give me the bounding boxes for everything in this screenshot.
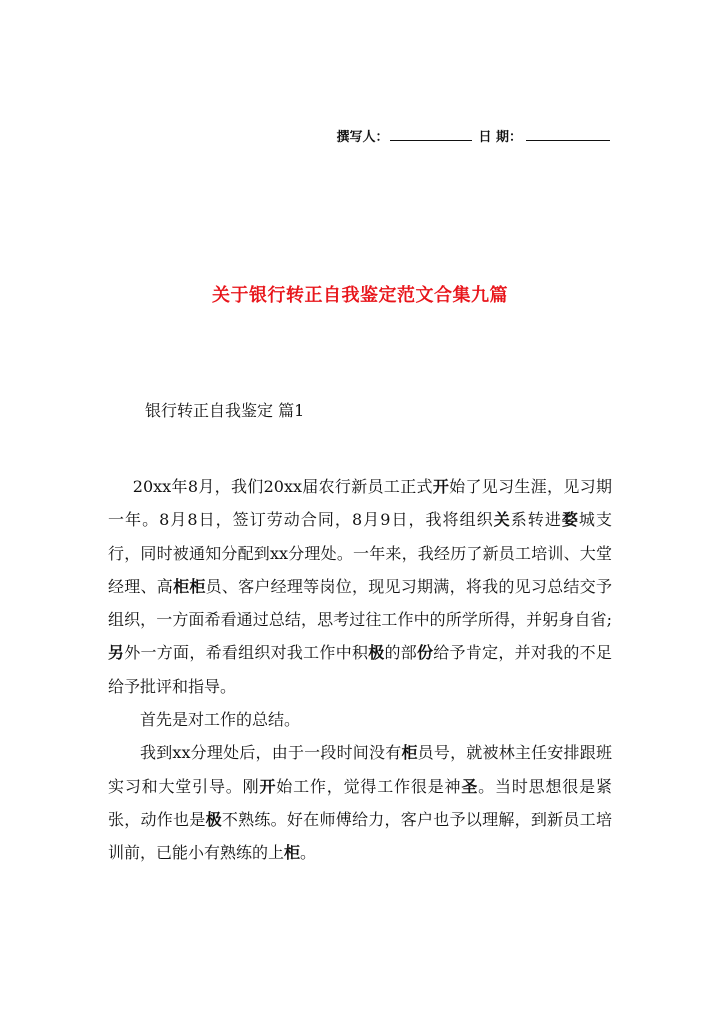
body-text bbox=[108, 470, 612, 870]
author-label: 撰写人： bbox=[336, 130, 389, 145]
bold-text-segment: 极 bbox=[368, 643, 385, 663]
date-blank bbox=[526, 128, 610, 141]
bold-text-segment: 开 bbox=[432, 477, 450, 496]
text-segment: 外一方面，希看组织对我工作中积 bbox=[124, 643, 369, 663]
text-segment: 员号，就被林主任安排跟班实习和大堂引导。刚 bbox=[108, 743, 612, 796]
text-segment: 始了见习生涯，见习期一年。8月8日，签订劳动合同，8月9日，我将组织 bbox=[108, 477, 612, 530]
text-segment: 的部 bbox=[384, 643, 418, 663]
text-segment: 系转进 bbox=[510, 510, 562, 530]
bold-text-segment: 极 bbox=[205, 809, 222, 829]
bold-text-segment: 柜 bbox=[401, 743, 418, 763]
bold-text-segment: 关 bbox=[493, 510, 511, 530]
text-segment: 不熟练。好在师傅给力，客户也予以理解，到新员工培训前，已能小有熟练的上 bbox=[108, 809, 612, 863]
document-title: 关于银行转正自我鉴定范文合集九篇 bbox=[212, 285, 508, 306]
section-heading: 银行转正自我鉴定 篇1 bbox=[145, 401, 305, 420]
text-segment: 20xx年8月，我们20xx届农行新员工正式 bbox=[132, 477, 433, 496]
paragraph bbox=[108, 703, 612, 736]
text-segment: 给予肯定，并对我的不足给予批评和指导。 bbox=[108, 643, 612, 696]
text-segment: 。 bbox=[300, 843, 317, 863]
text-segment: 员、客户经理等岗位，现见习期满，将我的见习总结交予组织，一方面希看通过总结，思考过往工作中的所学所得，并躬身自省; bbox=[108, 576, 612, 630]
text-segment: 首先是对工作的总结。 bbox=[140, 710, 301, 730]
paragraph bbox=[108, 470, 612, 703]
bold-text-segment: 开 bbox=[259, 776, 277, 796]
bold-text-segment: 婺 bbox=[561, 510, 579, 530]
paragraph bbox=[108, 736, 612, 869]
bold-text-segment: 柜 bbox=[284, 843, 301, 863]
author-blank bbox=[390, 128, 472, 141]
bold-text-segment: 柜柜 bbox=[173, 576, 206, 596]
date-label: 日 期： bbox=[478, 130, 522, 145]
text-segment: 。当时思想很是紧张，动作也是 bbox=[108, 776, 612, 829]
bold-text-segment: 另 bbox=[108, 643, 125, 663]
text-segment: 我到xx分理处后，由于一段时间没有 bbox=[140, 743, 402, 763]
author-date-line bbox=[336, 126, 612, 145]
bold-text-segment: 圣 bbox=[461, 776, 479, 796]
text-segment: 始工作，觉得工作很是神 bbox=[276, 776, 462, 796]
text-segment: 城支行，同时被通知分配到xx分理处。一年来，我经历了新员工培训、大堂经理、高 bbox=[108, 510, 612, 596]
bold-text-segment: 份 bbox=[417, 643, 434, 663]
